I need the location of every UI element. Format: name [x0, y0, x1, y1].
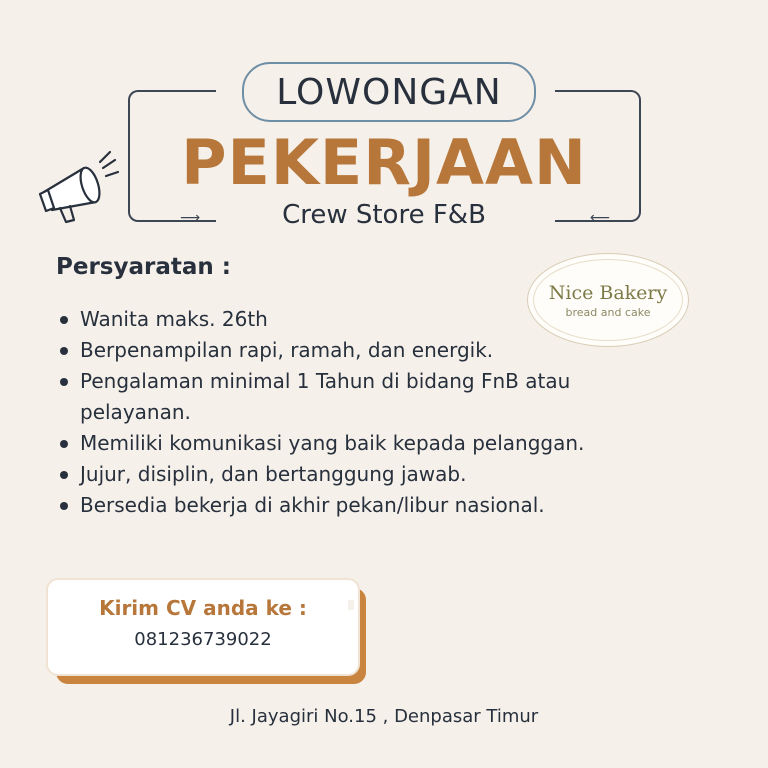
job-subtitle: Crew Store F&B — [282, 200, 486, 230]
contact-box — [46, 578, 360, 676]
header-pill — [242, 62, 536, 122]
pill-text: LOWONGAN — [276, 71, 502, 113]
address: Jl. Jayagiri No.15 , Denpasar Timur — [229, 706, 539, 727]
list-item: Memiliki komunikasi yang baik kepada pelanggan. — [58, 428, 698, 459]
page-title: PEKERJAAN — [181, 126, 587, 199]
list-item: Jujur, disiplin, dan bertanggung jawab. — [58, 459, 698, 490]
contact-phone[interactable]: 081236739022 — [134, 629, 272, 650]
list-item: Pengalaman minimal 1 Tahun di bidang FnB atau pelayanan. — [58, 366, 670, 428]
list-item: Wanita maks. 26th — [58, 304, 698, 335]
bakery-logo — [527, 253, 689, 347]
logo-border — [533, 259, 683, 341]
arrow-left-icon: ⟵ — [590, 210, 611, 226]
arrow-right-icon: ⟶ — [180, 210, 201, 226]
logo-name: Nice Bakery — [548, 281, 668, 304]
list-item: Berpenampilan rapi, ramah, dan energik. — [58, 335, 698, 366]
list-item: Bersedia bekerja di akhir pekan/libur nasional. — [58, 490, 698, 521]
logo-tagline: bread and cake — [565, 305, 651, 319]
requirements-title: Persyaratan : — [56, 254, 231, 280]
megaphone-icon — [30, 140, 120, 230]
contact-title: Kirim CV anda ke : — [99, 596, 307, 620]
